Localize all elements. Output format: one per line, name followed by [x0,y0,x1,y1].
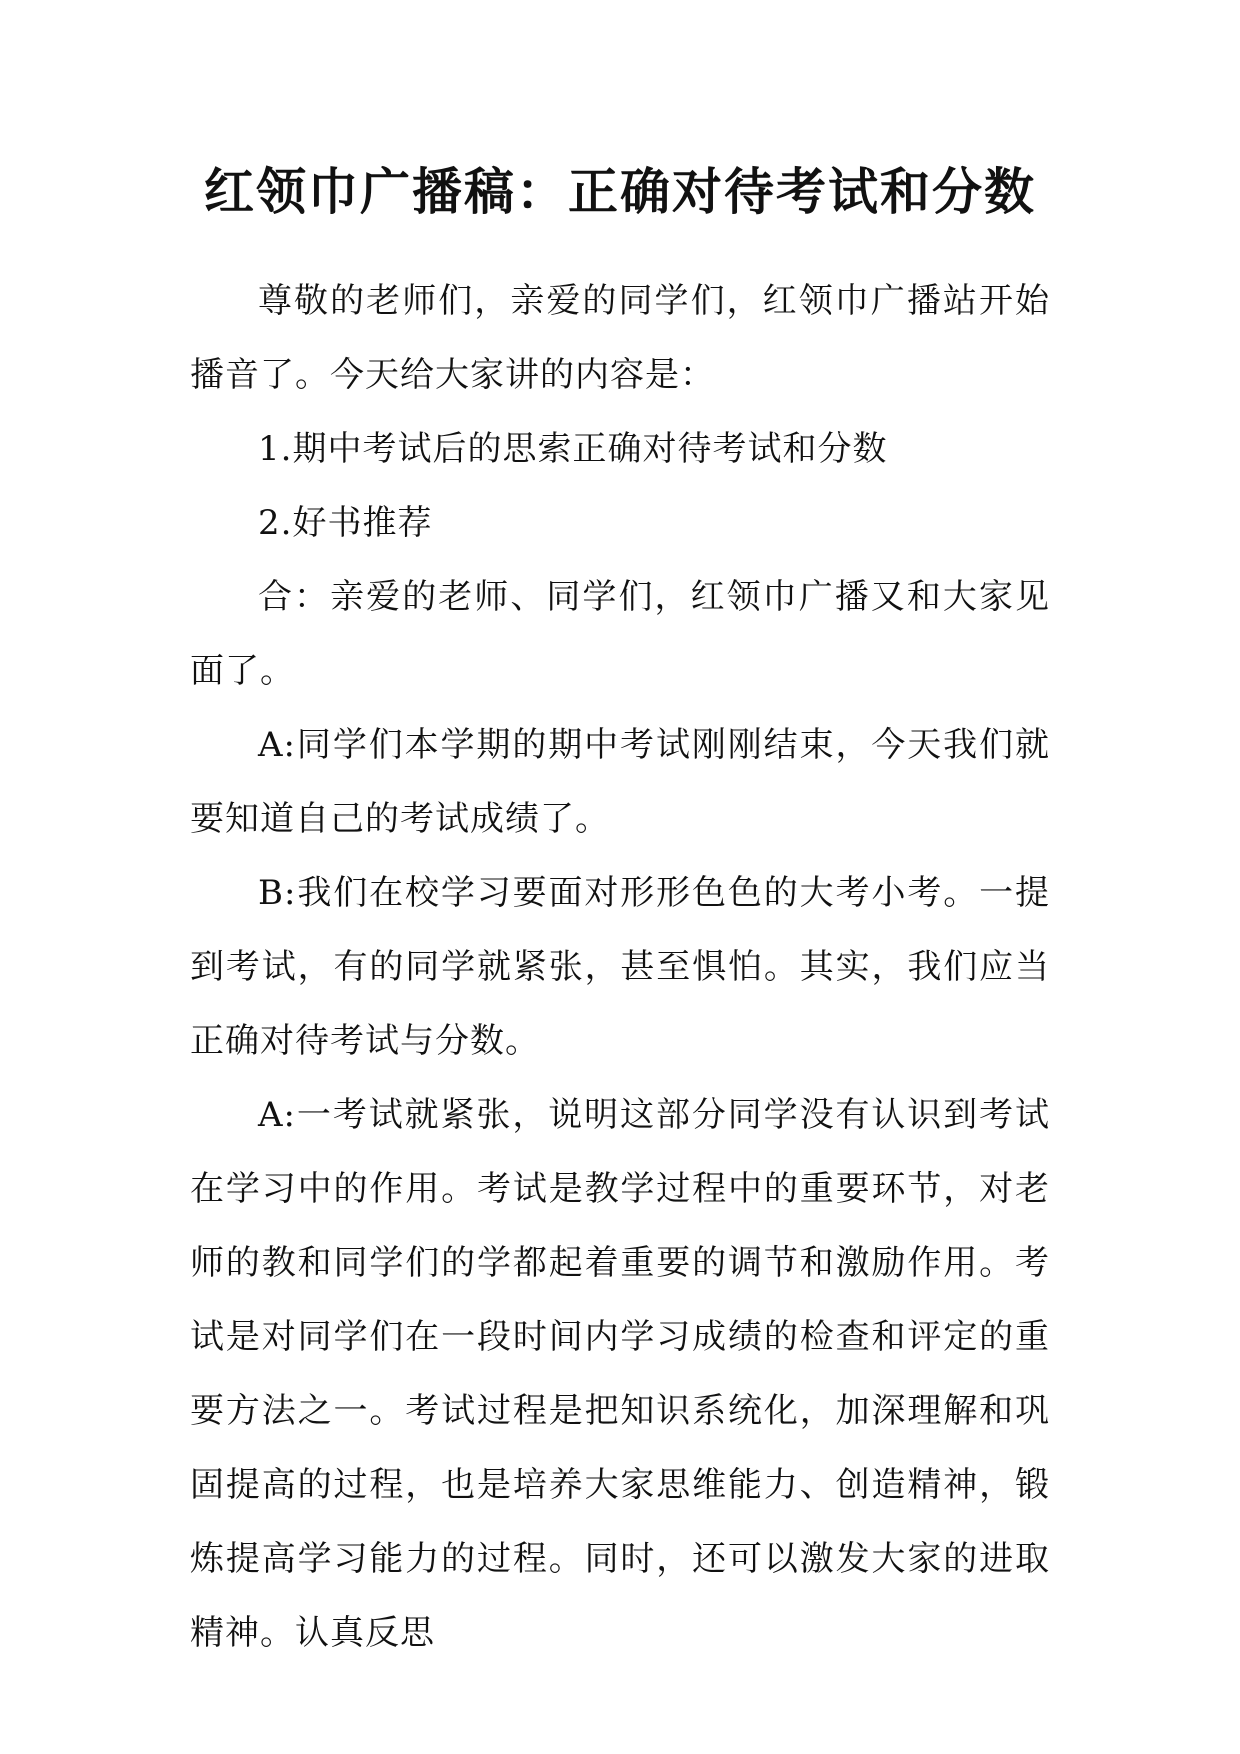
paragraph-intro: 尊敬的老师们，亲爱的同学们，红领巾广播站开始播音了。今天给大家讲的内容是： [190,281,1050,395]
paragraph-a-1: A:同学们本学期的期中考试刚刚结束，今天我们就要知道自己的考试成绩了。 [190,725,1050,839]
paragraph-together: 合：亲爱的老师、同学们，红领巾广播又和大家见面了。 [190,577,1050,691]
document-title: 红领巾广播稿：正确对待考试和分数 [204,163,1036,221]
paragraph-a-2: A:一考试就紧张，说明这部分同学没有认识到考试在学习中的作用。考试是教学过程中的重要环节，对老师的教和同学们的学都起着重要的调节和激励作用。考试是对同学们在一段时间内学习成绩的检查和评定的重要方法之一。考试过程是把知识系统化，加深理解和巩固提高的过程，也是培养大家思维能力、创造精神，锻炼提高学习能力的过程。同时，还可以激发大家的进取精神。认真反思 [190,1095,1050,1653]
paragraph-item-1: 1.期中考试后的思索正确对待考试和分数 [258,429,888,469]
document-body [190,264,1050,1670]
paragraph-b-1: B:我们在校学习要面对形形色色的大考小考。一提到考试，有的同学就紧张，甚至惧怕。其实，我们应当正确对待考试与分数。 [190,873,1050,1061]
paragraph-item-2: 2.好书推荐 [258,503,433,543]
